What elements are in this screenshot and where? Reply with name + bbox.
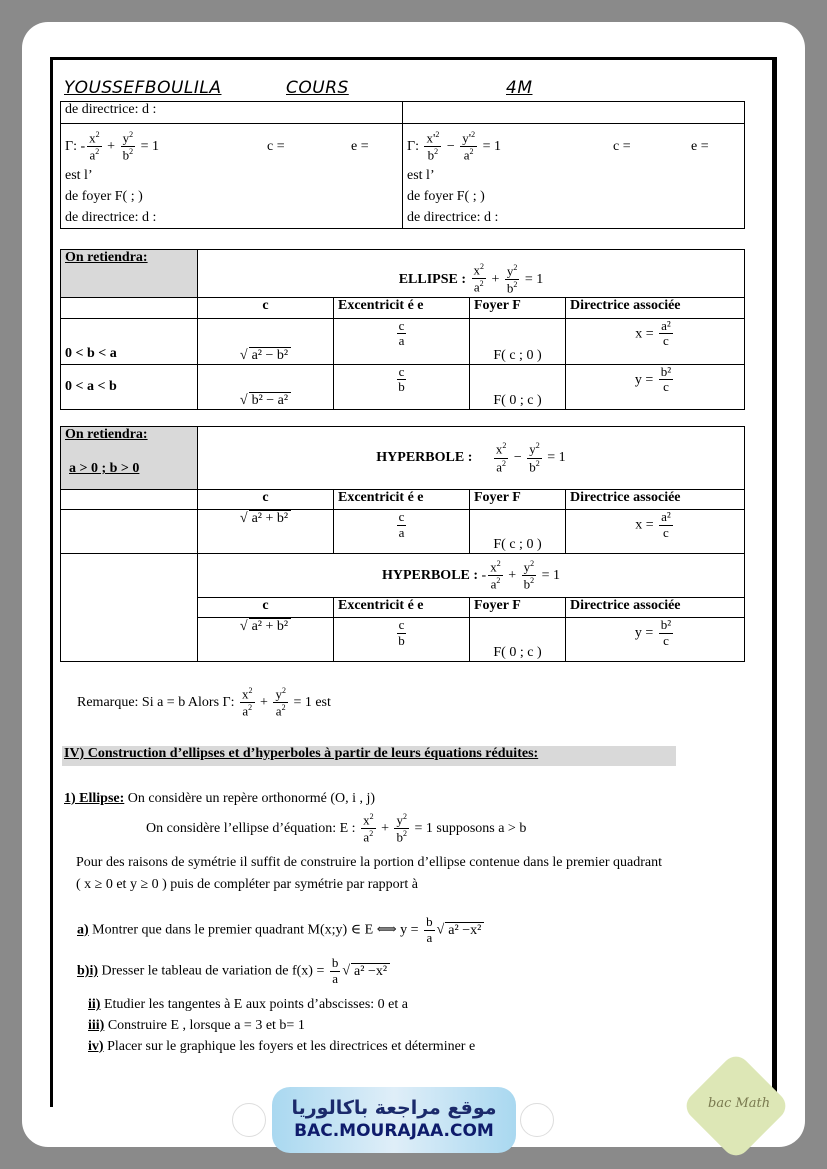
hyp2-dir-den: c — [663, 632, 669, 648]
bacmath-brand: bac Math — [708, 1096, 771, 1111]
ellipse-row2-dir-den: c — [663, 379, 669, 395]
site-url: BAC.MOURAJAA.COM — [294, 1121, 494, 1141]
hyp1-col-e: Excentricit é e — [334, 490, 470, 510]
top-left-c: c = — [267, 139, 285, 154]
ellipse-row1-e-den: a — [398, 333, 405, 349]
question-iv-label: iv) — [88, 1039, 104, 1054]
hyp1-col-c: c — [198, 490, 334, 510]
hyp1-c: a² + b² — [249, 510, 292, 527]
top-left-line1: est l’ — [65, 168, 93, 183]
top-right-e: e = — [691, 139, 709, 154]
ellipse-col-dir: Directrice associée — [566, 297, 745, 318]
ellipse-row2-e-num: c — [398, 363, 405, 379]
question-iii-text: Construire E , lorsque a = 3 et b= 1 — [107, 1018, 305, 1033]
frac-y2b2: $\frac{y^2}{b^2}$ — [122, 130, 134, 163]
question-iv — [88, 1039, 475, 1055]
frac-yp2a2: $\frac{y'^2}{a^2}$ — [462, 130, 476, 163]
top-left-cell: Γ: - $\frac{x^2}{a^2}$ + $\frac{y^2}{b^2}$ = 1 c = e = est l’ de foyer F( ; ) de directrice: d : — [61, 124, 403, 229]
top-right-line2: de foyer F( ; ) — [407, 189, 485, 204]
question-bi-label: b)i) — [77, 963, 98, 979]
ellipse-table: On retiendra: ELLIPSE : $\frac{x^2}{a^2}$ + $\frac{y^2}{b^2}$ = 1 c Excentricit é e Foyer F Directrice associée 0 < b < a √ a² − b² $\frac{c}{a}$ F( c ; 0 ) x = $\frac{\text{a²}}{c}$ 0 < a < b √ b² − a² $\frac{c}{b}$ F( 0 ; c ) y = $\frac{\text{b²}}{c}$ — [60, 249, 745, 410]
top-left-eq-prefix: Γ: - — [65, 138, 86, 154]
remarque-start: Remarque: Si a = b Alors Γ: — [77, 694, 235, 710]
question-ii — [88, 997, 408, 1013]
ellipse-row1-dir: x = — [635, 326, 654, 342]
question-a-sqrt: a² −x² — [445, 922, 484, 939]
ellipse-eq-x: $\frac{x^2}{a^2}$ — [473, 262, 484, 295]
ellipse-intro: On considère un repère orthonormé (O, i , j) — [127, 791, 376, 806]
ellipse-col-c: c — [198, 297, 334, 318]
ellipse-row2-dir: y = — [634, 372, 654, 388]
hyp2-dir: y = — [634, 625, 654, 641]
top-right-eq-prefix: Γ: — [407, 138, 419, 154]
question-ii-text: Etudier les tangentes à E aux points d’abscisses: 0 et a — [103, 997, 408, 1012]
hyp2-dir-num: b² — [660, 617, 672, 632]
doc-level: 4M — [506, 78, 533, 98]
ellipse-eq-y: $\frac{y^2}{b^2}$ — [506, 263, 518, 296]
hyp1-dir-num: a² — [661, 509, 671, 524]
section-iv-title: IV) Construction d’ellipses et d’hyperboles à partir de leurs équations réduites: — [62, 746, 676, 766]
remarque-end: = 1 est — [293, 694, 331, 710]
hyp2-e-num: c — [398, 617, 405, 632]
hyp2-col-foyer: Foyer F — [470, 598, 566, 618]
ellipse-row1-e-num: c — [398, 317, 405, 333]
ellipse-row2-cond: 0 < a < b — [61, 364, 198, 409]
frac-x2a2: $\frac{x^2}{a^2}$ — [89, 130, 100, 163]
hyperbole-title1: HYPERBOLE : — [376, 450, 473, 466]
hyp1-e-num: c — [398, 509, 405, 524]
top-row1-left: de directrice: d : — [61, 102, 403, 124]
ellipse-row2-c: b² − a² — [249, 392, 292, 409]
top-left-e: e = — [351, 139, 369, 154]
ellipse-row2-dir-num: b² — [660, 363, 672, 379]
hyp2-e-den: b — [398, 632, 405, 648]
top-left-line3: de directrice: d : — [65, 210, 157, 225]
ellipse-row1-c: a² − b² — [249, 347, 292, 364]
ellipse-row2-foyer: F( 0 ; c ) — [470, 364, 566, 409]
hyp2-foyer: F( 0 ; c ) — [470, 618, 566, 662]
site-badge[interactable] — [272, 1087, 516, 1153]
frac-xp2b2: $\frac{x'^2}{b^2}$ — [426, 130, 440, 163]
hyp1-col-foyer: Foyer F — [470, 490, 566, 510]
top-right-line3: de directrice: d : — [407, 210, 499, 225]
question-a-label: a) — [77, 922, 89, 938]
ellipse-row1-dir-den: c — [663, 333, 669, 349]
question-iii — [88, 1018, 305, 1034]
left-logo-icon — [232, 1103, 266, 1137]
question-ii-label: ii) — [88, 997, 101, 1012]
ellipse-row1-cond: 0 < b < a — [61, 318, 198, 364]
top-left-line2: de foyer F( ; ) — [65, 189, 143, 204]
doc-type: COURS — [286, 78, 349, 98]
ellipse-consider: On considère l’ellipse d’équation: E : — [146, 820, 356, 836]
top-right-line1: est l’ — [407, 168, 435, 183]
question-a: a) Montrer que dans le premier quadrant M(x;y) ∈ E ⟺ y = $\frac{b}{a}$ √ a² −x² — [77, 915, 484, 946]
hyp1-e-den: a — [398, 524, 405, 540]
top-right-cell: Γ: $\frac{x'^2}{b^2}$ − $\frac{y'^2}{a^2}$ = 1 c = e = est l’ de foyer F( ; ) de directrice: d : — [403, 124, 745, 229]
ellipse-title: ELLIPSE : — [398, 272, 466, 287]
hyp2-col-c: c — [198, 598, 334, 618]
hyp1-col-dir: Directrice associée — [566, 490, 745, 510]
ellipse-col-e: Excentricit é e — [334, 297, 470, 318]
question-iii-label: iii) — [88, 1018, 105, 1033]
hyp2-col-e: Excentricit é e — [334, 598, 470, 618]
ellipse-retenir: On retiendra: — [61, 250, 198, 298]
question-bi: b)i) Dresser le tableau de variation de f(x) = $\frac{b}{a}$ √ a² −x² — [77, 956, 390, 987]
hyp1-dir: x = — [635, 517, 654, 533]
top-right-c: c = — [613, 139, 631, 154]
author-name: YOUSSEFBOULILA — [64, 78, 222, 98]
ellipse-row1-dir-num: a² — [661, 317, 671, 333]
question-a-text: Montrer que dans le premier quadrant M(x;y) ∈ E ⟺ y = — [92, 922, 419, 938]
ellipse-intro-line — [64, 791, 375, 807]
symmetry-line2: ( x ≥ 0 et y ≥ 0 ) puis de compléter par symétrie par rapport à — [76, 877, 418, 892]
ellipse-label: 1) Ellipse: — [64, 791, 125, 806]
hyp1-dir-den: c — [663, 524, 669, 540]
ellipse-suppose: = 1 supposons a > b — [414, 820, 527, 836]
question-bi-text: Dresser le tableau de variation de f(x) = — [101, 963, 325, 979]
top-table — [60, 101, 745, 229]
ellipse-row1-foyer: F( c ; 0 ) — [470, 318, 566, 364]
right-logo-icon — [520, 1103, 554, 1137]
ellipse-row2-e-den: b — [398, 379, 405, 395]
ellipse-col-foyer: Foyer F — [470, 297, 566, 318]
hyperbole-cond: a > 0 ; b > 0 — [69, 461, 140, 476]
symmetry-line1: Pour des raisons de symétrie il suffit de construire la portion d’ellipse contenue dans le premier quadrant — [76, 855, 663, 870]
hyperbole-retenir: On retiendra: — [65, 427, 148, 442]
hyperbole-title2: HYPERBOLE : — [381, 567, 479, 583]
top-row1-right — [403, 102, 745, 124]
hyp2-c: a² + b² — [249, 618, 292, 635]
hyp1-foyer: F( c ; 0 ) — [470, 510, 566, 554]
site-arabic-name: موقع مراجعة باكالوريا — [291, 1097, 497, 1119]
ellipse-consider-line: On considère l’ellipse d’équation: E : $\frac{x^2}{a^2}$ + $\frac{y^2}{b^2}$ = 1 supposons a > b — [146, 812, 527, 845]
remarque: Remarque: Si a = b Alors Γ: $\frac{x^2}{a^2}$ + $\frac{y^2}{a^2}$ = 1 est — [77, 686, 331, 719]
hyp2-col-dir: Directrice associée — [566, 598, 745, 618]
question-iv-text: Placer sur le graphique les foyers et les directrices et déterminer e — [107, 1039, 476, 1054]
hyperbole-table: On retiendra: a > 0 ; b > 0 HYPERBOLE : $\frac{x^2}{a^2}$ − $\frac{y^2}{b^2}$ = 1 c Excentricit é e Foyer F Directrice associée √ a² + b² $\frac{c}{a}$ F( c ; 0 ) x = $\frac{\text{a²}}{c}$ HYPERBOLE : - $\frac{x^2}{a^2}$ + $\frac{y^2}{b^2}$ = 1 c Excentricit é e Foyer F Directrice associée √ a² + b² $\frac{c}{b}$ F( 0 ; c ) y = $\frac{\text{b²}}{c}$ — [60, 426, 745, 662]
question-bi-sqrt: a² −x² — [351, 963, 390, 980]
